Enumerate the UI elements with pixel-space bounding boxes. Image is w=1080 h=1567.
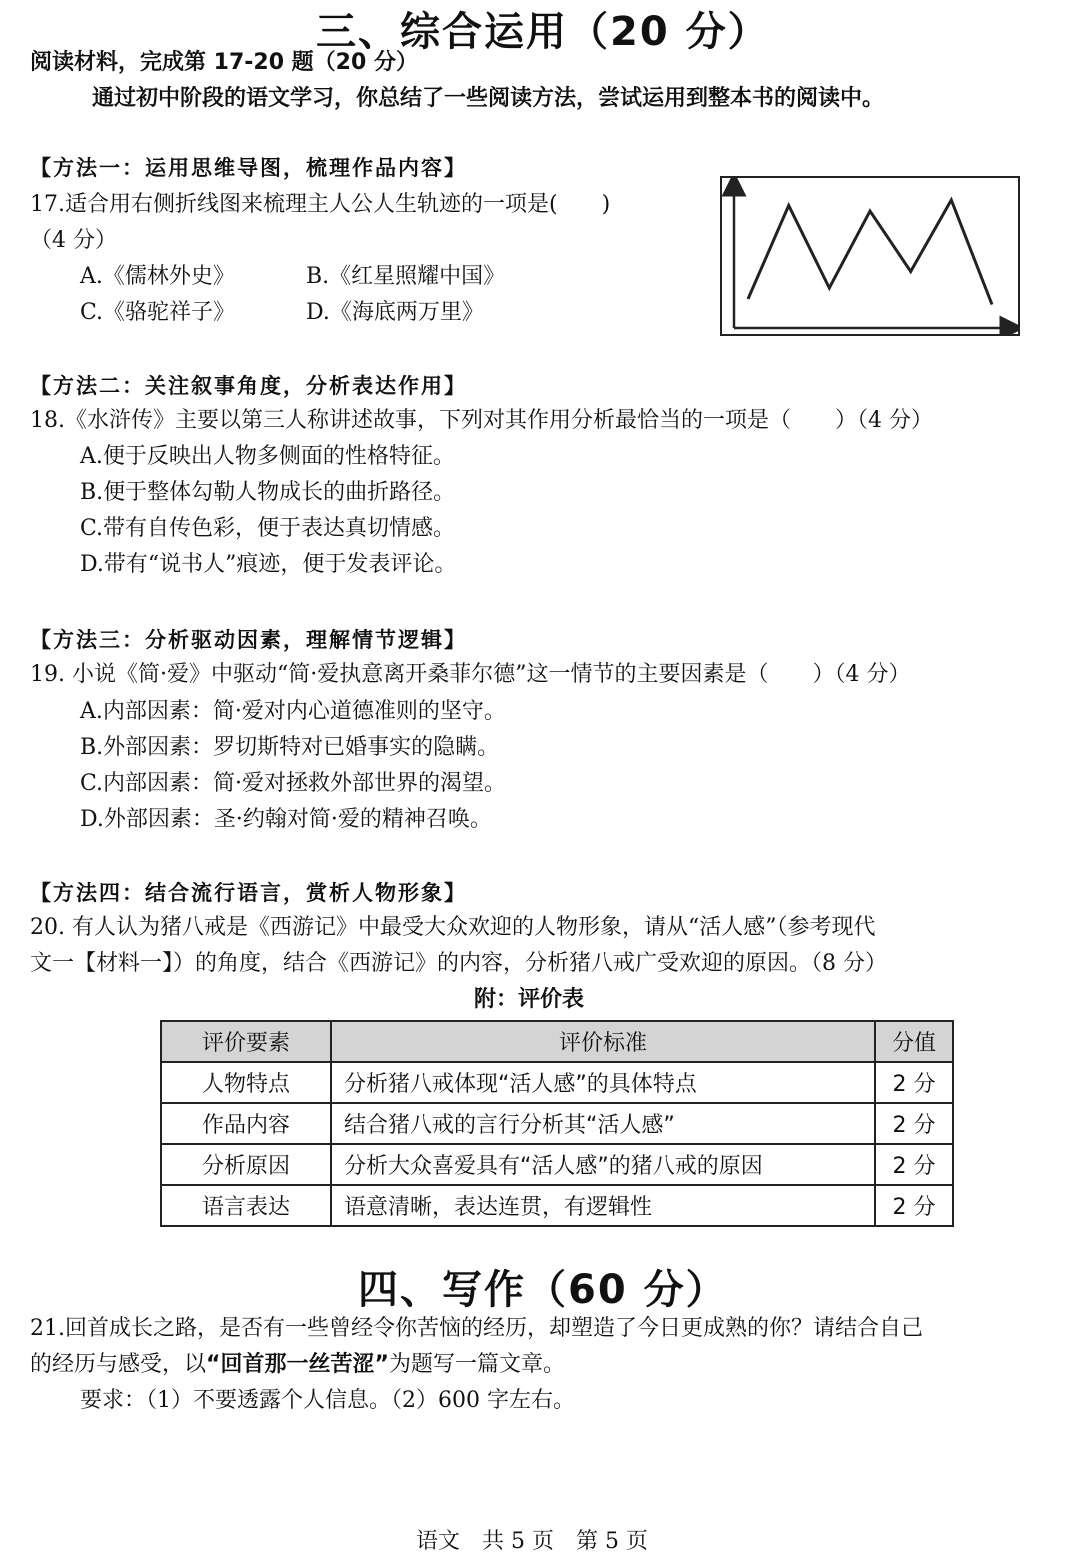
q18-option-a: A.便于反映出人物多侧面的性格特征。 <box>80 444 455 469</box>
table-cell: 2 分 <box>875 1185 953 1226</box>
q19-option-c: C.内部因素：简·爱对拯救外部世界的渴望。 <box>80 771 507 796</box>
page-footer: 语文 共 5 页 第 5 页 <box>416 1529 648 1554</box>
table-header: 评价要素 <box>161 1021 331 1062</box>
q19-question: 19. 小说《简·爱》中驱动“简·爱执意离开桑菲尔德”这一情节的主要因素是（ ）（4 分） <box>30 662 911 687</box>
q17-question: 17.适合用右侧折线图来梳理主人公人生轨迹的一项是( ) <box>30 192 611 217</box>
q18-question: 18.《水浒传》主要以第三人称讲述故事，下列对其作用分析最恰当的一项是（ ）（4 分） <box>30 408 933 433</box>
q19-option-d: D.外部因素：圣·约翰对简·爱的精神召唤。 <box>80 807 492 832</box>
q21-requirements: 要求：（1）不要透露个人信息。（2）600 字左右。 <box>80 1388 575 1413</box>
method1-heading: 【方法一：运用思维导图，梳理作品内容】 <box>30 156 467 180</box>
table-cell: 分析原因 <box>161 1144 331 1185</box>
q18-option-c: C.带有自传色彩，便于表达真切情感。 <box>80 516 456 541</box>
method3-heading: 【方法三：分析驱动因素，理解情节逻辑】 <box>30 628 467 652</box>
table-header-row <box>161 1021 953 1062</box>
q21-prompt-pre: 的经历与感受，以 <box>30 1352 207 1377</box>
q17-score: （4 分） <box>30 228 117 253</box>
q18-option-b: B.便于整体勾勒人物成长的曲折路径。 <box>80 480 456 505</box>
table-cell: 结合猪八戒的言行分析其“活人感” <box>331 1103 875 1144</box>
table-header: 评价标准 <box>331 1021 875 1062</box>
q21-prompt-line2 <box>30 1350 565 1380</box>
q20-question-line1: 20. 有人认为猪八戒是《西游记》中最受大众欢迎的人物形象，请从“活人感”（参考现代 <box>30 915 876 940</box>
table-caption: 附：评价表 <box>474 987 585 1012</box>
q17-option-a: A.《儒林外史》 <box>80 264 235 289</box>
section4-title: 四、写作（60 分） <box>358 1267 728 1313</box>
q17-option-c: C.《骆驼祥子》 <box>80 300 236 325</box>
intro-text: 通过初中阶段的语文学习，你总结了一些阅读方法，尝试运用到整本书的阅读中。 <box>92 86 885 111</box>
table-cell: 语意清晰，表达连贯，有逻辑性 <box>331 1185 875 1226</box>
table-cell: 作品内容 <box>161 1103 331 1144</box>
table-cell: 2 分 <box>875 1062 953 1103</box>
table-row <box>161 1185 953 1226</box>
table-row <box>161 1144 953 1185</box>
section3-title: 三、综合运用（20 分） <box>316 9 770 55</box>
q17-option-d: D.《海底两万里》 <box>306 300 484 325</box>
q19-option-a: A.内部因素：简·爱对内心道德准则的坚守。 <box>80 699 506 724</box>
q21-prompt-post: 为题写一篇文章。 <box>388 1352 565 1377</box>
table-cell: 语言表达 <box>161 1185 331 1226</box>
q19-option-b: B.外部因素：罗切斯特对已婚事实的隐瞒。 <box>80 735 500 760</box>
table-cell: 分析猪八戒体现“活人感”的具体特点 <box>331 1062 875 1103</box>
trajectory-line <box>748 200 992 305</box>
q21-topic: “回首那一丝苦涩” <box>206 1352 389 1377</box>
q21-prompt-line1: 21.回首成长之路，是否有一些曾经令你苦恼的经历，却塑造了今日更成熟的你？请结合自己 <box>30 1316 923 1341</box>
line-graph-figure <box>720 176 1020 336</box>
table-row <box>161 1062 953 1103</box>
table-cell: 2 分 <box>875 1144 953 1185</box>
q17-option-b: B.《红星照耀中国》 <box>306 264 506 289</box>
method2-heading: 【方法二：关注叙事角度，分析表达作用】 <box>30 374 467 398</box>
method4-heading: 【方法四：结合流行语言，赏析人物形象】 <box>30 881 467 905</box>
line-graph-svg <box>722 178 1018 334</box>
q20-question-line2: 文一【材料一】）的角度，结合《西游记》的内容，分析猪八戒广受欢迎的原因。（8 分） <box>30 951 887 976</box>
evaluation-table <box>160 1020 954 1227</box>
table-cell: 人物特点 <box>161 1062 331 1103</box>
table-cell: 2 分 <box>875 1103 953 1144</box>
table-cell: 分析大众喜爱具有“活人感”的猪八戒的原因 <box>331 1144 875 1185</box>
table-header: 分值 <box>875 1021 953 1062</box>
q18-option-d: D.带有“说书人”痕迹，便于发表评论。 <box>80 552 457 577</box>
table-row <box>161 1103 953 1144</box>
intro-heading: 阅读材料，完成第 17-20 题（20 分） <box>30 50 418 75</box>
